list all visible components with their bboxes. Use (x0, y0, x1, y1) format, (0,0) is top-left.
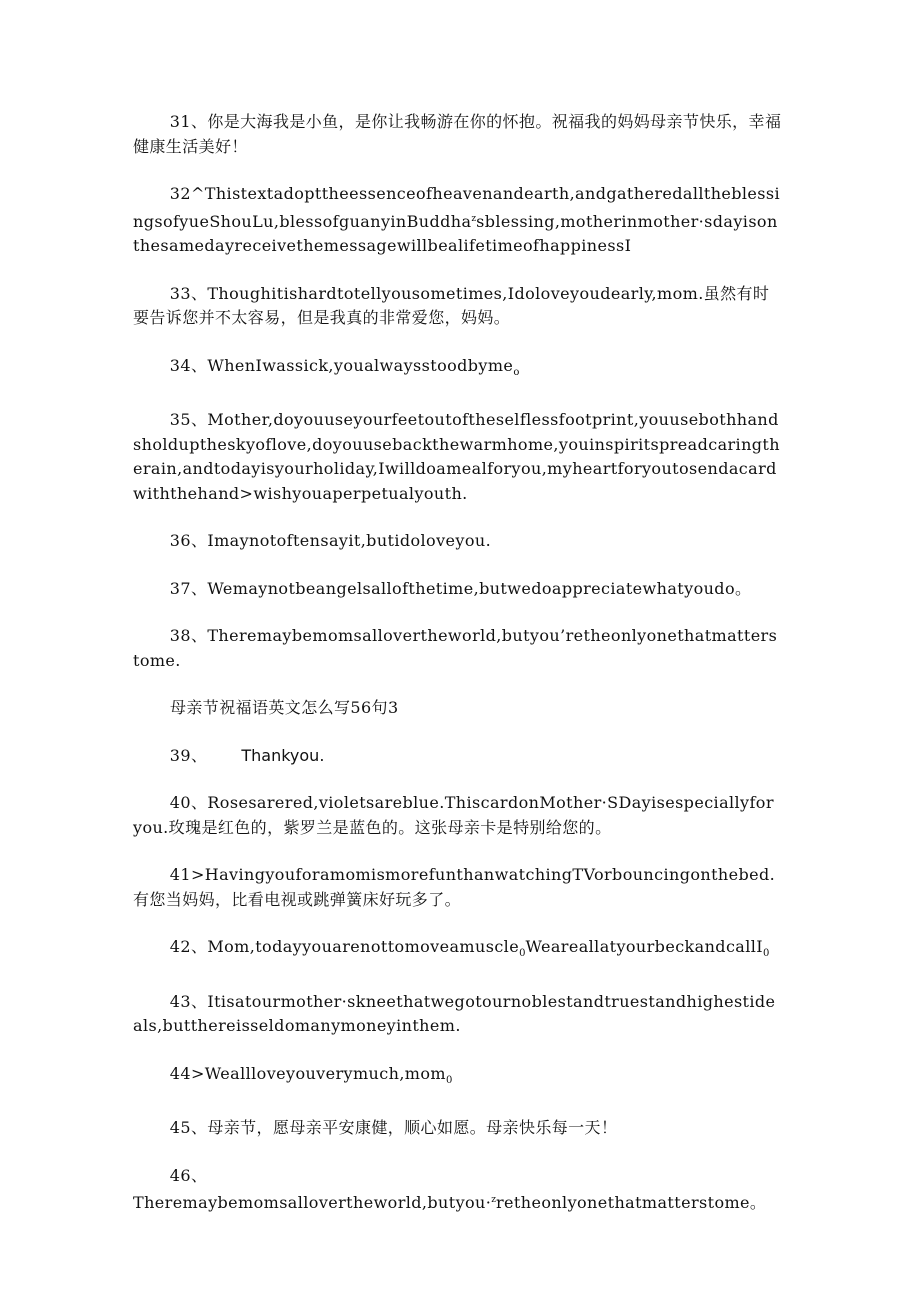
item-text: 你是大海我是小鱼，是你让我畅游在你的怀抱。祝福我的妈妈母亲节快乐，幸福健康生活美好！ (133, 112, 782, 156)
item-44 (133, 1062, 783, 1094)
item-number: 45、 (169, 1118, 208, 1137)
item-number: 34、 (169, 355, 208, 375)
item-number: 33、 (169, 283, 208, 303)
item-number: 37、 (169, 578, 208, 598)
item-number: 41> (169, 865, 205, 884)
item-text: Itisatourmother·skneethatwegotournoblestandtruestandhighestideals,butthereisseldomanymoneyinthem. (133, 991, 776, 1035)
item-text: Imaynotoftensayit,butidoloveyou. (207, 531, 492, 550)
item-text-end: I (756, 937, 764, 956)
item-number: 40、 (169, 793, 208, 812)
item-46 (133, 1164, 783, 1216)
item-36 (133, 529, 783, 554)
item-39 (133, 744, 783, 769)
item-40 (133, 791, 783, 840)
item-text: Mom,todayyouarenottomoveamuscle (207, 937, 520, 956)
subscript-mark: 0 (445, 1074, 453, 1086)
item-text: Rosesarered,violetsareblue.ThiscardonMother·SDayisespeciallyforyou.玫瑰是红色的，紫罗兰是蓝色的。这张母亲卡是特别给您的。 (133, 793, 774, 837)
item-text: Mother,doyouuseyourfeetoutoftheselflessfootprint,youusebothhandsholduptheskyoflove,doyouusebackthewarmhome,youinspiritspreadcaringtherain,andtodayisyourholiday,Iwilldoamealforyou,myheartforyoutosendacardwiththehand>wishyouaperpetualyouth. (133, 410, 780, 503)
item-text-continued: Weareallatyourbeckandcall (525, 937, 757, 956)
item-text: Thistextadopttheessenceofheavenandearth,andgatheredalltheblessingsofyueShouLu,blessofguanyinBuddha (133, 184, 781, 231)
item-34 (133, 354, 783, 386)
item-text: Weallloveyouverymuch,mom (204, 1063, 446, 1083)
item-number: 43、 (169, 991, 208, 1011)
item-number: 39、 (169, 745, 208, 765)
item-number: 46、 (169, 1165, 208, 1185)
item-42 (133, 935, 783, 967)
item-45 (133, 1116, 783, 1141)
subscript-mark: 0 (763, 948, 770, 959)
superscript-mark: z (491, 1195, 496, 1205)
subscript-mark: o (513, 366, 520, 378)
item-text-start: Theremaybemomsallovertheworld,butyou· (133, 1193, 492, 1212)
superscript-mark: z (471, 213, 477, 224)
item-31 (133, 110, 783, 159)
subscript-mark: 0 (519, 948, 526, 959)
item-text-continued: sblessing,motherinmother·sdayisonthesamedayreceivethemessagewillbealifetimeofhappinessI (133, 211, 778, 255)
item-text: 母亲节，愿母亲平安康健，顺心如愿。母亲快乐每一天！ (207, 1118, 618, 1137)
item-text: WhenIwassick,youalwaysstoodbyme (207, 355, 514, 375)
item-number: 44> (169, 1063, 205, 1083)
item-37 (133, 577, 783, 602)
item-text: HavingyouforamomismorefunthanwatchingTVorbouncingonthebed.有您当妈妈，比看电视或跳弹簧床好玩多了。 (133, 865, 776, 909)
item-number: 32 (169, 184, 191, 203)
item-35 (133, 408, 783, 506)
item-number: 38、 (169, 626, 208, 645)
item-number: 36、 (169, 531, 208, 550)
item-mark: ^ (190, 184, 205, 203)
document-page (133, 110, 783, 1216)
item-text: Theremaybemomsallovertheworld,butyou’retheonlyonethatmatterstome. (133, 626, 778, 670)
item-text: Thankyou. (241, 745, 325, 765)
item-33 (133, 282, 783, 331)
item-38 (133, 624, 783, 673)
item-41 (133, 863, 783, 912)
item-number: 42、 (169, 937, 208, 956)
item-text: Wemaynotbeangelsallofthetime,butwedoappreciatewhatyoudo。 (207, 578, 752, 598)
item-text (133, 1188, 783, 1216)
item-text-continued: retheonlyonethatmatterstome。 (496, 1193, 767, 1212)
item-32 (133, 182, 783, 259)
section-heading: 母亲节祝福语英文怎么写56句3 (170, 698, 399, 717)
item-text: Thoughitishardtotellyousometimes,Idoloveyoudearly,mom.虽然有时要告诉您并不太容易，但是我真的非常爱您，妈妈。 (133, 283, 770, 327)
item-number: 31、 (169, 112, 208, 131)
item-43 (133, 990, 783, 1039)
item-number: 35、 (169, 410, 208, 429)
